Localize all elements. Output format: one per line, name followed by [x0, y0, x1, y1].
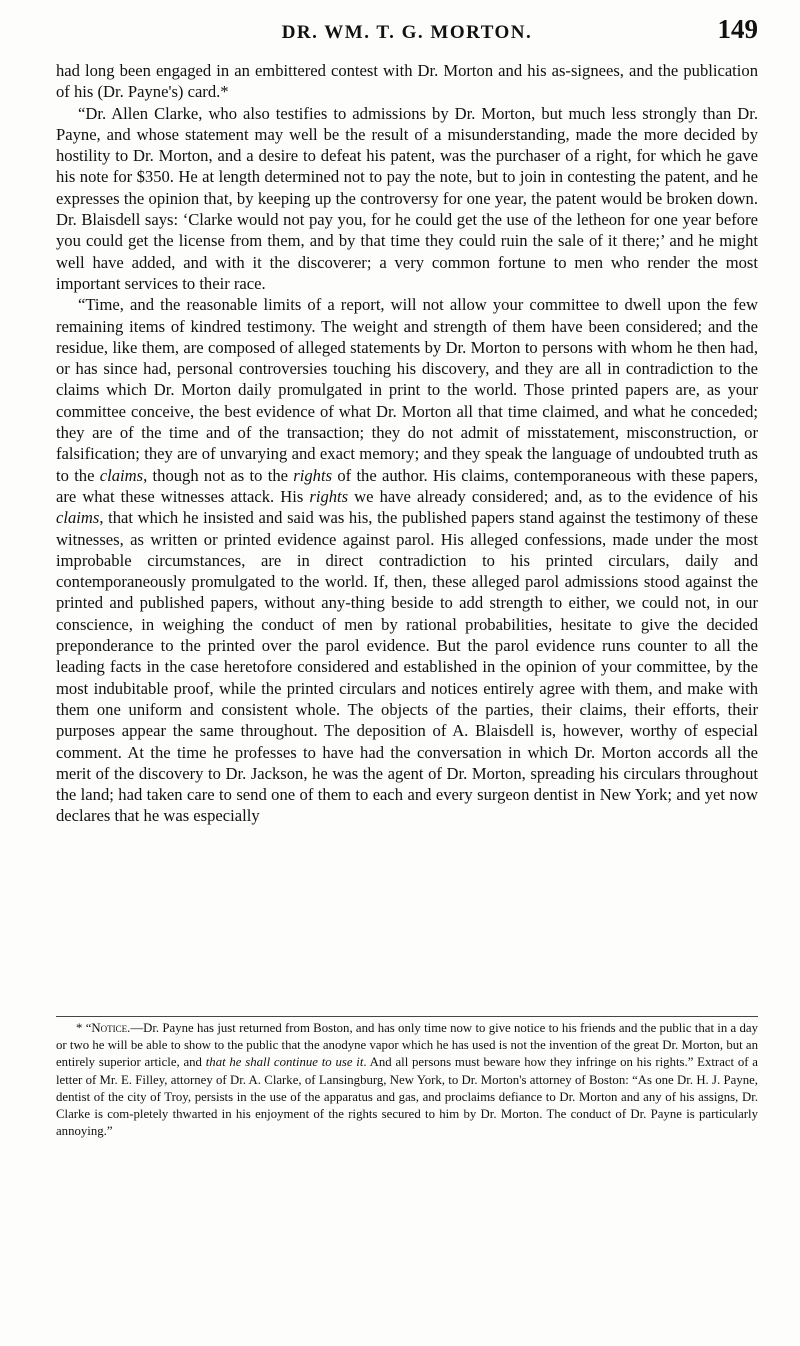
smallcaps-text: Notice — [91, 1021, 128, 1035]
text-run: . And all persons must beware how they infringe on his rights.” Extract of a letter of Mr. E. Filley, attorney of Dr. A. Clarke, of Lansingburg, New York, to Dr. Morton's attorney of Boston: “As one Dr. H. J. Payne, dentist of the city of Troy, persists in the use of the apparatus and gas, and proclaims defiance to Dr. Morton and any of his assigns, Dr. Clarke is com-pletely thwarted in his enjoyment of the rights secured to him by Dr. Morton. The conduct of Dr. Payne is particularly annoying.” — [56, 1055, 758, 1139]
text-run: , though not as to the — [143, 465, 294, 485]
text-run: , that which he insisted and said was his, the published papers stand against the testimony of these witnesses, as written or printed evidence against parol. His alleged confessions, made under the most improbable circumstances, are in direct contradiction to his printed circulars, daily and contemporaneously promulgated to the world. If, then, these alleged parol admissions stood against the printed and published papers, without any-thing beside to add strength to either, we could not, in our conscience, in weighing the conduct of men by rational probabilities, hesitate to give the decided preponderance to the printed over the parol evidence. But the parol evidence runs counter to all the leading facts in the case heretofore considered and established in the opinion of your committee, by the most indubitable proof, while the printed circulars and notices entirely agree with them, and make with them one uniform and consistent whole. The objects of the parties, their claims, their efforts, their purposes appear the same throughout. The deposition of A. Blaisdell is, however, worthy of especial comment. At the time he professes to have had the conversation in which Dr. Morton accords all the merit of the discovery to Dr. Jackson, he was the agent of Dr. Morton, spreading his circulars throughout the land; had taken care to send one of them to each and every surgeon dentist in New York; and yet now declares that he was especially — [56, 508, 758, 826]
text-run: “Dr. Allen Clarke, who also testifies to admissions by Dr. Morton, but much less strongly than Dr. Payne, and whose statement may well be the result of a misunderstanding, made the more decided by hostility to Dr. Morton, and a desire to defeat his patent, was the purchaser of a right, for which he gave his note for $350. He at length determined not to pay the note, but to join in contesting the patent, and he expresses the opinion that, by keeping up the controversy for one year, the patent would be broken down. Dr. Blaisdell says: ‘Clarke would not pay you, for he could get the use of the letheon for one year before you could get the license from them, and by that time they could ruin the sale of it there;’ and he might well have added, and with it the discoverer; a very common fortune to men who render the most important services to their race. — [56, 103, 758, 293]
footnote-rule — [56, 1016, 758, 1017]
text-run: “Time, and the reasonable limits of a report, will not allow your committee to dwell upon the few remaining items of kindred testimony. The weight and strength of them have been considered; and the residue, like them, are composed of alleged statements by Dr. Morton to persons with whom he then had, or has since had, personal controversies touching his discovery, and they are all in contradiction to the claims which Dr. Morton daily promulgated in print to the world. Those printed papers are, as your committee conceive, the best evidence of what Dr. Morton all that time claimed, and what he conceded; they are of the time and of the transaction; they do not admit of misstatement, misconstruction, or falsification; they are of unvarying and exact memory; and they speak the language of undoubted truth as to the — [56, 295, 758, 485]
italic-text: that he shall continue to use it — [205, 1055, 364, 1070]
paragraph — [56, 294, 758, 826]
italic-text: rights — [293, 465, 333, 485]
running-head: DR. WM. T. G. MORTON. — [281, 22, 533, 43]
text-run: * “ — [76, 1021, 92, 1035]
italic-text: claims — [99, 465, 144, 485]
body-text — [56, 60, 758, 827]
text-run: we have already considered; and, as to the evidence of his — [348, 486, 758, 506]
text-run: .—Dr. Payne has just returned from Boston, and has only time now to give notice to his friends and the public that in a day or two he will be able to show to the public that the anodyne vapor which he has used is not the invention of the great Dr. Morton, but an entirely superior article, and — [56, 1021, 758, 1070]
text-run: of the author. His claims, contemporaneous with these papers, are what these witnesses attack. His — [56, 465, 758, 506]
paragraph — [56, 103, 758, 295]
text-run: had long been engaged in an embittered contest with Dr. Morton and his as-signees, and the publication of his (Dr. Payne's) card.* — [56, 61, 758, 102]
page-number: 149 — [717, 14, 758, 44]
italic-text: rights — [309, 486, 349, 506]
footnote — [56, 1020, 758, 1140]
page-header — [56, 14, 758, 50]
italic-text: claims — [56, 508, 100, 528]
paragraph — [56, 60, 758, 103]
